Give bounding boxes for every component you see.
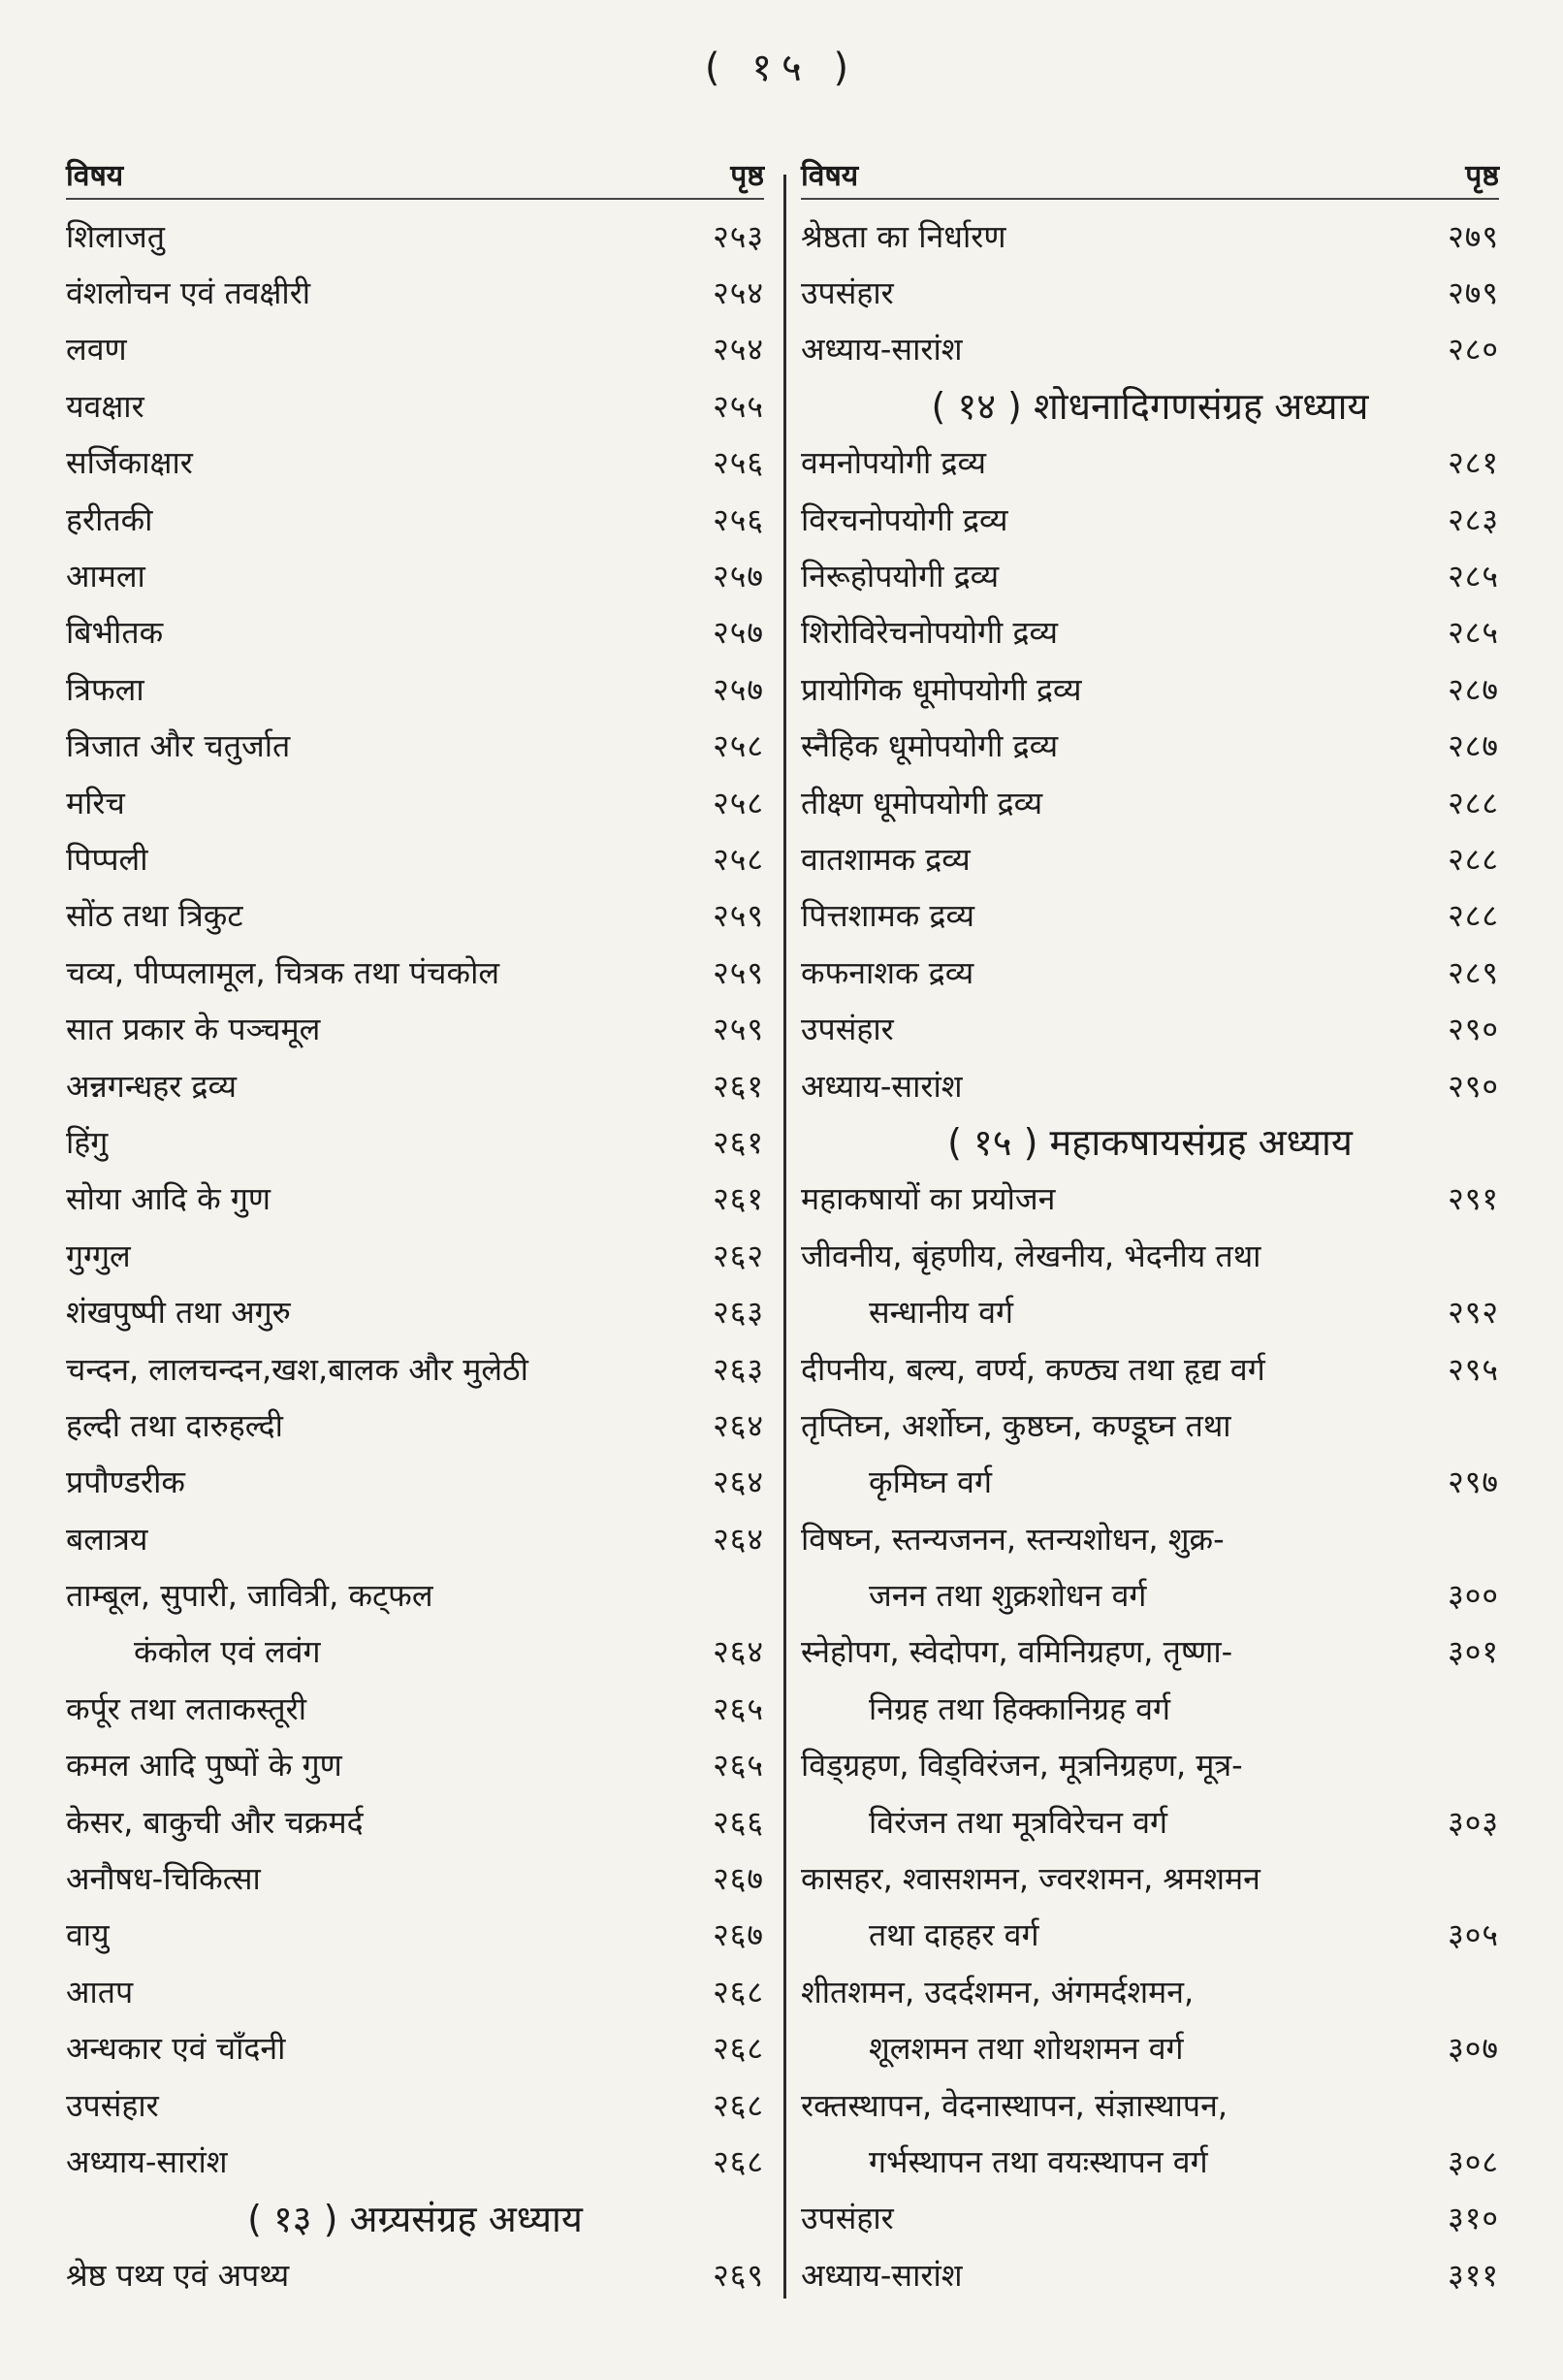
toc-entry-title: वमनोपयोगी द्रव्य (801, 444, 986, 482)
toc-entry (801, 774, 1499, 830)
toc-entry (66, 2076, 764, 2133)
toc-entry-page: २६४ (713, 1406, 764, 1444)
toc-entry-title: गर्भस्थापन तथा वयःस्थापन वर्ग (869, 2142, 1208, 2180)
toc-entry-title: कफनाशक द्रव्य (801, 953, 974, 991)
toc-entry (801, 1793, 1499, 1849)
toc-entry-title: कासहर, श्वासशमन, ज्वरशमन, श्रमशमन (801, 1860, 1260, 1898)
toc-entry-page: २५९ (713, 897, 764, 935)
toc-entry (66, 264, 764, 320)
toc-entry-title: रक्तस्थापन, वेदनास्थापन, संज्ञास्थापन, (801, 2086, 1228, 2124)
toc-entry (801, 434, 1499, 491)
toc-entry (66, 1566, 764, 1623)
toc-entry (66, 1680, 764, 1736)
toc-entry-page: २९० (1448, 1011, 1499, 1048)
toc-entry-title: शूलशमन तथा शोथशमन वर्ग (869, 2030, 1184, 2068)
toc-entry-page: २५९ (713, 953, 764, 991)
toc-entry-title: सोया आदि के गुण (66, 1180, 271, 1218)
toc-entry-page: ३०३ (1448, 1803, 1499, 1841)
toc-entry-page: ३११ (1448, 2256, 1499, 2294)
toc-entry-title: मरिच (66, 784, 125, 821)
toc-entry (801, 1907, 1499, 1963)
toc-entry (801, 1340, 1499, 1397)
toc-entry-title: निरूहोपयोगी द्रव्य (801, 558, 1000, 595)
toc-entry (801, 2076, 1499, 2133)
toc-entry-page: २६५ (713, 1747, 764, 1785)
toc-entry-title: केसर, बाकुची और चक्रमर्द (66, 1803, 364, 1841)
toc-entry (66, 2133, 764, 2189)
toc-entry-page: २८० (1448, 331, 1499, 369)
toc-entry (66, 1397, 764, 1453)
toc-entry-page: २५४ (713, 331, 764, 369)
toc-entry-page: २६४ (713, 1633, 764, 1671)
toc-entry (801, 718, 1499, 774)
toc-entry (801, 1000, 1499, 1056)
toc-entry-title: कमल आदि पुष्पों के गुण (66, 1747, 342, 1785)
toc-entry-title: शिलाजतु (66, 217, 166, 255)
toc-entry-title: दीपनीय, बल्य, वर्ण्य, कण्ठ्य तथा हृद्य वर्ग (801, 1350, 1265, 1388)
toc-entry-title: विड्ग्रहण, विड्विरंजन, मूत्रनिग्रहण, मूत्र- (801, 1747, 1243, 1785)
toc-entry-page: २६७ (713, 1916, 764, 1954)
toc-entry (801, 1454, 1499, 1510)
toc-entry-page: २५७ (713, 614, 764, 652)
toc-entry (801, 547, 1499, 603)
toc-entry-title: जनन तथा शुक्रशोधन वर्ग (869, 1577, 1147, 1615)
toc-entry-page: २८५ (1448, 558, 1499, 595)
toc-entry-title: अध्याय-सारांश (801, 331, 963, 369)
toc-entry (801, 604, 1499, 660)
toc-entry-title: उपसंहार (801, 2200, 894, 2237)
toc-entry-page: २६४ (713, 1463, 764, 1501)
toc-entry-page: २५८ (713, 840, 764, 878)
toc-entry (66, 604, 764, 660)
toc-entry-page: २६४ (713, 1520, 764, 1558)
toc-entry (66, 1113, 764, 1170)
toc-entry-page: २६३ (713, 1294, 764, 1332)
toc-entry-title: बलात्रय (66, 1520, 148, 1558)
toc-entry-page: २५८ (713, 727, 764, 765)
toc-entry-page: २६१ (713, 1067, 764, 1105)
toc-entry (66, 1283, 764, 1339)
toc-entry (801, 321, 1499, 377)
toc-entry (66, 1000, 764, 1056)
toc-entry (66, 887, 764, 944)
toc-entry-title: विरंजन तथा मूत्रविरेचन वर्ग (869, 1803, 1168, 1841)
toc-entry-title: वायु (66, 1916, 110, 1954)
toc-entry-page: २६१ (713, 1180, 764, 1218)
toc-entry-page: २६३ (713, 1350, 764, 1388)
subject-heading: विषय (66, 159, 124, 193)
toc-entry (801, 1283, 1499, 1339)
page-number: ( १५ ) (704, 46, 859, 90)
toc-entry-title: सात प्रकार के पञ्चमूल (66, 1011, 321, 1048)
toc-entry-page: २८७ (1448, 670, 1499, 708)
toc-entry-title: अन्नगन्धहर द्रव्य (66, 1067, 237, 1105)
toc-entry (801, 2133, 1499, 2189)
toc-entry-title: अध्याय-सारांश (801, 2256, 963, 2294)
toc-entry-page: २८८ (1448, 784, 1499, 821)
toc-entry-title: प्रायोगिक धूमोपयोगी द्रव्य (801, 670, 1082, 708)
toc-entry-title: हिंगु (66, 1123, 109, 1161)
toc-entry-title: शंखपुष्पी तथा अगुरु (66, 1294, 291, 1332)
page-heading: पृष्ठ (730, 159, 764, 193)
toc-entry-title: प्रपौण्डरीक (66, 1463, 185, 1501)
toc-entry-title: पिप्पली (66, 840, 148, 878)
toc-entry-page: २७९ (1448, 217, 1499, 255)
toc-entry-title: सोंठ तथा त्रिकुट (66, 897, 243, 935)
toc-entry (66, 208, 764, 264)
toc-entry-title: जीवनीय, बृंहणीय, लेखनीय, भेदनीय तथा (801, 1237, 1261, 1274)
toc-entry (66, 1624, 764, 1680)
right-column-header (801, 145, 1499, 200)
toc-entry-title: आमला (66, 558, 145, 595)
toc-entry (66, 1454, 764, 1510)
toc-entry-title: चव्य, पीप्पलामूल, चित्रक तथा पंचकोल (66, 953, 500, 991)
toc-entry-page: २८७ (1448, 727, 1499, 765)
toc-entry-page: ३१० (1448, 2200, 1499, 2237)
toc-entry-title: अनौषध-चिकित्सा (66, 1860, 261, 1898)
toc-entry (66, 434, 764, 491)
toc-entry (66, 2020, 764, 2076)
left-column-header (66, 145, 764, 200)
toc-entry-title: निग्रह तथा हिक्कानिग्रह वर्ग (869, 1689, 1171, 1727)
toc-entry-page: २६८ (713, 1973, 764, 2010)
toc-entry (66, 830, 764, 886)
toc-entry-title: आतप (66, 1973, 134, 2010)
toc-entry-title: कंकोल एवं लवंग (134, 1633, 321, 1671)
toc-entry (801, 944, 1499, 1000)
toc-entry (801, 1566, 1499, 1623)
toc-entry (801, 660, 1499, 717)
toc-entry (66, 1057, 764, 1113)
toc-entry-title: त्रिजात और चतुर्जात (66, 727, 291, 765)
subject-heading: विषय (801, 159, 859, 193)
toc-entry-title: शिरोविरेचनोपयोगी द्रव्य (801, 614, 1058, 652)
chapter-heading: ( १५ ) महाकषायसंग्रह अध्याय (947, 1121, 1353, 1165)
toc-entry (801, 1171, 1499, 1227)
toc-entry-title: उपसंहार (66, 2086, 159, 2124)
toc-entry (801, 2020, 1499, 2076)
page-heading: पृष्ठ (1465, 159, 1499, 193)
toc-entry (801, 208, 1499, 264)
toc-entry-title: अध्याय-सारांश (801, 1067, 963, 1105)
toc-entry-title: हरीतकी (66, 500, 153, 538)
toc-entry-page: २९७ (1448, 1463, 1499, 1501)
toc-entry-page: ३०५ (1448, 1916, 1499, 1954)
toc-entry-page: २८३ (1448, 500, 1499, 538)
toc-entry (66, 718, 764, 774)
left-column (66, 145, 764, 2302)
toc-entry-title: उपसंहार (801, 1011, 894, 1048)
toc-entry-title: श्रेष्ठता का निर्धारण (801, 217, 1006, 255)
toc-entry-title: कर्पूर तथा लताकस्तूरी (66, 1689, 307, 1727)
toc-entry-page: ३०७ (1448, 2030, 1499, 2068)
toc-entry (66, 1907, 764, 1963)
toc-entry-page: २९० (1448, 1067, 1499, 1105)
right-toc-list (801, 208, 1499, 2302)
toc-entry-page: २८५ (1448, 614, 1499, 652)
right-column (801, 145, 1499, 2302)
toc-entry (66, 321, 764, 377)
chapter-heading: ( १३ ) अग्र्यसंग्रह अध्याय (247, 2197, 583, 2240)
toc-entry-title: तीक्ष्ण धूमोपयोगी द्रव्य (801, 784, 1043, 821)
toc-entry-page: ३०८ (1448, 2142, 1499, 2180)
toc-entry-title: तृप्तिघ्न, अर्शोघ्न, कुष्ठघ्न, कण्डूघ्न तथा (801, 1406, 1231, 1444)
toc-entry-title: वातशामक द्रव्य (801, 840, 971, 878)
toc-entry-title: ताम्बूल, सुपारी, जावित्री, कट्फल (66, 1577, 433, 1615)
toc-entry-page: २६६ (713, 1803, 764, 1841)
chapter-heading: ( १४ ) शोधनादिगणसंग्रह अध्याय (931, 385, 1369, 429)
toc-entry-title: बिभीतक (66, 614, 164, 652)
toc-entry-page: २५७ (713, 670, 764, 708)
toc-entry (801, 2190, 1499, 2246)
toc-entry-page: २६८ (713, 2030, 764, 2068)
toc-entry (66, 1340, 764, 1397)
toc-entry-title: शीतशमन, उदर्दशमन, अंगमर्दशमन, (801, 1973, 1195, 2010)
toc-entry-title: विषघ्न, स्तन्यजनन, स्तन्यशोधन, शुक्र- (801, 1520, 1225, 1558)
toc-entry-page: २५६ (713, 500, 764, 538)
toc-entry (801, 1849, 1499, 1906)
toc-entry (66, 491, 764, 547)
toc-entry-page: ३०० (1448, 1577, 1499, 1615)
toc-entry-page: २६८ (713, 2142, 764, 2180)
toc-entry-title: सन्धानीय वर्ग (869, 1294, 1014, 1332)
toc-entry (66, 774, 764, 830)
toc-entry-title: श्रेष्ठ पथ्य एवं अपथ्य (66, 2256, 290, 2294)
toc-entry-page: २५६ (713, 444, 764, 482)
toc-entry (66, 1793, 764, 1849)
toc-entry-title: स्नेहोपग, स्वेदोपग, वमिनिग्रहण, तृष्णा- (801, 1633, 1233, 1671)
toc-entry-page: २५५ (713, 387, 764, 425)
toc-entry-title: अन्धकार एवं चाँदनी (66, 2030, 286, 2068)
toc-entry-title: उपसंहार (801, 274, 894, 312)
toc-entry (801, 1227, 1499, 1283)
toc-entry (801, 830, 1499, 886)
toc-entry-page: २५८ (713, 784, 764, 821)
toc-entry (66, 1849, 764, 1906)
toc-entry (801, 1680, 1499, 1736)
toc-entry (66, 1510, 764, 1566)
toc-entry-title: गुग्गुल (66, 1237, 131, 1274)
toc-entry-page: २६२ (713, 1237, 764, 1274)
toc-entry-page: २६५ (713, 1689, 764, 1727)
left-toc-list (66, 208, 764, 2302)
toc-entry (66, 944, 764, 1000)
toc-entry-title: विरचनोपयोगी द्रव्य (801, 500, 1008, 538)
toc-entry-page: २६७ (713, 1860, 764, 1898)
toc-entry (801, 1624, 1499, 1680)
toc-entry (801, 1737, 1499, 1793)
toc-entry-page: २६९ (713, 2256, 764, 2294)
toc-entry (801, 1397, 1499, 1453)
toc-entry-page: २५४ (713, 274, 764, 312)
toc-entry-page: २९१ (1448, 1180, 1499, 1218)
toc-entry-page: २८१ (1448, 444, 1499, 482)
toc-entry-title: यवक्षार (66, 387, 144, 425)
toc-entry-title: तथा दाहहर वर्ग (869, 1916, 1039, 1954)
toc-entry-title: स्नैहिक धूमोपयोगी द्रव्य (801, 727, 1059, 765)
toc-entry (66, 2246, 764, 2302)
toc-entry-title: लवण (66, 331, 127, 369)
toc-entry-page: २६१ (713, 1123, 764, 1161)
toc-entry-title: पित्तशामक द्रव्य (801, 897, 975, 935)
toc-entry-page: २९५ (1448, 1350, 1499, 1388)
toc-entry-page: २८९ (1448, 953, 1499, 991)
toc-entry-title: हल्दी तथा दारुहल्दी (66, 1406, 283, 1444)
toc-entry (801, 1963, 1499, 2019)
toc-entry-page: ३०१ (1448, 1633, 1499, 1671)
toc-entry (801, 1057, 1499, 1113)
toc-entry-title: महाकषायों का प्रयोजन (801, 1180, 1056, 1218)
toc-entry (801, 2246, 1499, 2302)
toc-entry (66, 377, 764, 434)
toc-entry-title: चन्दन, लालचन्दन,खश,बालक और मुलेठी (66, 1350, 528, 1388)
toc-entry-page: २८८ (1448, 897, 1499, 935)
toc-entry (66, 1227, 764, 1283)
toc-entry (801, 887, 1499, 944)
toc-entry (66, 547, 764, 603)
toc-entry-title: वंशलोचन एवं तवक्षीरी (66, 274, 311, 312)
toc-entry-title: त्रिफला (66, 670, 144, 708)
toc-entry-page: २८८ (1448, 840, 1499, 878)
toc-entry-title: कृमिघ्न वर्ग (869, 1463, 992, 1501)
toc-entry (66, 1737, 764, 1793)
toc-entry (66, 660, 764, 717)
toc-entry-page: २९२ (1448, 1294, 1499, 1332)
toc-entry-title: सर्जिकाक्षार (66, 444, 193, 482)
toc-entry-page: २७९ (1448, 274, 1499, 312)
toc-entry-title: अध्याय-सारांश (66, 2142, 228, 2180)
toc-entry (801, 264, 1499, 320)
toc-entry-page: २५७ (713, 558, 764, 595)
toc-entry (66, 1171, 764, 1227)
toc-entry-page: २५३ (713, 217, 764, 255)
toc-entry (801, 491, 1499, 547)
toc-entry-page: २५९ (713, 1011, 764, 1048)
toc-entry-page: २६८ (713, 2086, 764, 2124)
toc-entry (66, 1963, 764, 2019)
toc-entry (801, 1510, 1499, 1566)
column-divider (783, 175, 786, 2299)
